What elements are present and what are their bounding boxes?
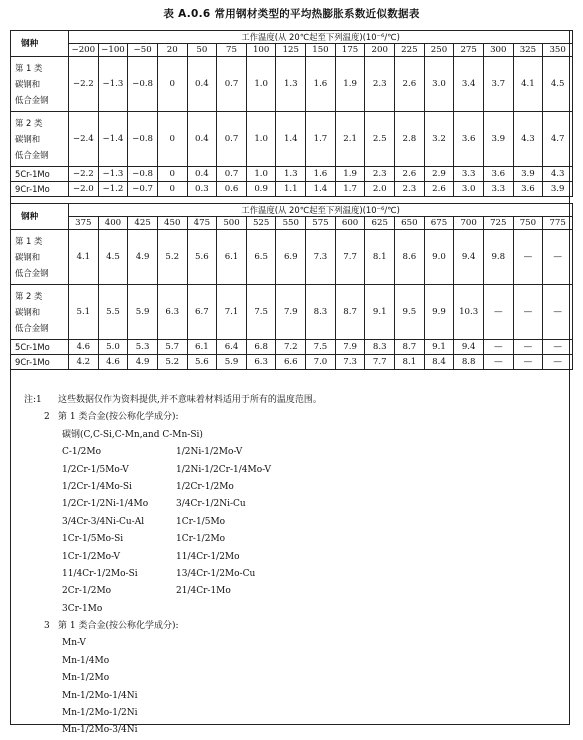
temperature-header: 工作温度(从 20℃起至下列温度)(10⁻⁶/℃) <box>69 204 573 217</box>
grade-label-line: 第 1 类 <box>15 63 43 73</box>
value-cell: 4.6 <box>98 355 128 370</box>
value-cell: 0.6 <box>217 182 247 197</box>
value-cell: 2.6 <box>424 182 454 197</box>
alloy-item: Mn-V <box>62 638 86 649</box>
alloy-item: 1/2Cr-1/5Mo-V <box>62 464 129 475</box>
value-cell: 1.0 <box>246 57 276 112</box>
temperature-cell: 300 <box>483 44 513 57</box>
value-cell: 1.9 <box>335 167 365 182</box>
value-cell: 0.3 <box>187 182 217 197</box>
value-cell: 3.6 <box>454 112 484 167</box>
grade-cell <box>11 112 69 167</box>
alloy-row <box>38 722 558 739</box>
table-row <box>11 230 573 285</box>
value-cell: 2.3 <box>365 167 395 182</box>
value-cell: 2.9 <box>424 167 454 182</box>
temperature-cell: 625 <box>365 217 395 230</box>
value-cell: 1.1 <box>276 182 306 197</box>
value-cell: 5.2 <box>157 230 187 285</box>
value-cell: 2.6 <box>395 57 425 112</box>
value-cell: — <box>483 285 513 340</box>
value-cell: −0.7 <box>128 182 158 197</box>
value-cell: 3.4 <box>454 57 484 112</box>
alloy-pair-row <box>38 566 558 583</box>
value-cell: 7.7 <box>335 230 365 285</box>
alloy-row <box>38 635 558 652</box>
temperature-cell: 650 <box>395 217 425 230</box>
temperature-cell: 20 <box>157 44 187 57</box>
alloy-item: 1Cr-1/5Mo <box>176 516 226 527</box>
grade-label-line: 5Cr-1Mo <box>15 169 50 179</box>
value-cell: 3.2 <box>424 112 454 167</box>
value-cell: 0.7 <box>217 112 247 167</box>
alloy-item: 1Cr-1/2Mo-V <box>62 551 120 562</box>
temperature-cell: 375 <box>69 217 99 230</box>
temperature-cell: 150 <box>306 44 336 57</box>
table-row <box>11 285 573 340</box>
grade-label-line: 低合金钢 <box>15 150 49 160</box>
value-cell: 7.9 <box>335 340 365 355</box>
note-2-alloy-list <box>38 444 558 618</box>
alloy-item: 11/4Cr-1/2Mo <box>176 551 240 562</box>
value-cell: 1.7 <box>335 182 365 197</box>
temperature-cell: −50 <box>128 44 158 57</box>
notes-section <box>24 392 558 740</box>
value-cell: — <box>483 340 513 355</box>
value-cell: −2.4 <box>69 112 99 167</box>
grade-cell <box>11 340 69 355</box>
value-cell: 2.1 <box>335 112 365 167</box>
temperature-cell: 550 <box>276 217 306 230</box>
value-cell: 4.5 <box>98 230 128 285</box>
value-cell: 4.2 <box>69 355 99 370</box>
alloy-item: 3/4Cr-3/4Ni-Cu-Al <box>62 516 145 527</box>
alloy-item: 21/4Cr-1Mo <box>176 586 231 597</box>
value-cell: 6.3 <box>157 285 187 340</box>
alloy-item: Mn-1/4Mo <box>62 655 110 666</box>
temperature-cell: 500 <box>217 217 247 230</box>
temperature-cell: 350 <box>543 44 573 57</box>
value-cell: 1.4 <box>276 112 306 167</box>
grade-label-line: 9Cr-1Mo <box>15 184 50 194</box>
temperature-cell: 775 <box>543 217 573 230</box>
grade-label-line: 低合金钢 <box>15 323 49 333</box>
value-cell: 9.1 <box>365 285 395 340</box>
alloy-row <box>38 653 558 670</box>
alloy-item: Mn-1/2Mo-3/4Ni <box>62 725 138 736</box>
grade-cell <box>11 57 69 112</box>
value-cell: 1.4 <box>306 182 336 197</box>
note-3-text: 第 1 类合金(按公称化学成分): <box>58 621 179 632</box>
table-row <box>11 57 573 112</box>
value-cell: 0.7 <box>217 57 247 112</box>
grade-label-line: 低合金钢 <box>15 95 49 105</box>
value-cell: 2.8 <box>395 112 425 167</box>
note-3-label: 3 <box>44 621 50 632</box>
note-2-label: 2 <box>44 412 50 423</box>
value-cell: −0.8 <box>128 167 158 182</box>
temperature-cell: 200 <box>365 44 395 57</box>
value-cell: 6.6 <box>276 355 306 370</box>
value-cell: 5.3 <box>128 340 158 355</box>
value-cell: 4.5 <box>543 57 573 112</box>
alloy-item: Mn-1/2Mo-1/2Ni <box>62 708 138 719</box>
value-cell: 8.6 <box>395 230 425 285</box>
table-row <box>11 182 573 197</box>
table-row <box>11 355 573 370</box>
grade-header: 钢种 <box>11 204 69 230</box>
value-cell: 0 <box>157 112 187 167</box>
grade-label-line: 5Cr-1Mo <box>15 342 50 352</box>
value-cell: 0.4 <box>187 112 217 167</box>
thermal-expansion-table-low-temps <box>10 30 573 197</box>
temperature-cell: 725 <box>483 217 513 230</box>
value-cell: 2.3 <box>395 182 425 197</box>
header-row <box>11 204 573 217</box>
alloy-item: 13/4Cr-1/2Mo-Cu <box>176 568 256 579</box>
value-cell: 3.9 <box>543 182 573 197</box>
value-cell: 6.5 <box>246 230 276 285</box>
alloy-item: 1/2Ni-1/2Cr-1/4Mo-V <box>176 464 271 475</box>
alloy-pair-row <box>38 514 558 531</box>
value-cell: 5.7 <box>157 340 187 355</box>
value-cell: 7.5 <box>246 285 276 340</box>
note-1-label: 注:1 <box>24 395 42 405</box>
value-cell: 3.3 <box>483 182 513 197</box>
alloy-item: 1/2Ni-1/2Mo-V <box>176 447 243 458</box>
note-1-text: 这些数据仅作为资料提供,并不意味着材料适用于所有的温度范围。 <box>58 395 322 405</box>
value-cell: — <box>543 355 573 370</box>
value-cell: −2.2 <box>69 167 99 182</box>
temperature-cell: 225 <box>395 44 425 57</box>
grade-header: 钢种 <box>11 31 69 57</box>
temperature-cell: 450 <box>157 217 187 230</box>
value-cell: 1.9 <box>335 57 365 112</box>
value-cell: 2.3 <box>365 57 395 112</box>
value-cell: 5.5 <box>98 285 128 340</box>
alloy-item: 11/4Cr-1/2Mo-Si <box>62 568 138 579</box>
value-cell: 3.9 <box>513 167 543 182</box>
header-row <box>11 31 573 44</box>
note-3-alloy-list <box>38 635 558 739</box>
value-cell: −2.2 <box>69 57 99 112</box>
note-1 <box>24 392 558 409</box>
grade-label-line: 低合金钢 <box>15 268 49 278</box>
temperature-cell: 525 <box>246 217 276 230</box>
alloy-item: 3/4Cr-1/2Ni-Cu <box>176 499 246 510</box>
value-cell: 4.3 <box>543 167 573 182</box>
value-cell: 9.1 <box>424 340 454 355</box>
value-cell: 1.6 <box>306 57 336 112</box>
temperature-cell: 575 <box>306 217 336 230</box>
grade-cell <box>11 230 69 285</box>
value-cell: — <box>513 340 543 355</box>
alloy-row <box>38 670 558 687</box>
grade-label-line: 碳钢和 <box>15 134 41 144</box>
temperature-cell: 250 <box>424 44 454 57</box>
value-cell: 6.8 <box>246 340 276 355</box>
value-cell: 4.3 <box>513 112 543 167</box>
value-cell: 3.3 <box>454 167 484 182</box>
temperature-cell: 400 <box>98 217 128 230</box>
value-cell: 9.9 <box>424 285 454 340</box>
value-cell: 6.7 <box>187 285 217 340</box>
value-cell: 6.4 <box>217 340 247 355</box>
value-cell: 8.3 <box>306 285 336 340</box>
value-cell: 9.4 <box>454 340 484 355</box>
grade-label-line: 碳钢和 <box>15 79 41 89</box>
temperature-row <box>11 217 573 230</box>
value-cell: 5.0 <box>98 340 128 355</box>
value-cell: 0.4 <box>187 167 217 182</box>
temperature-cell: 750 <box>513 217 543 230</box>
value-cell: 4.9 <box>128 230 158 285</box>
value-cell: 3.6 <box>483 167 513 182</box>
grade-label-line: 第 2 类 <box>15 291 43 301</box>
thermal-expansion-table-high-temps <box>10 203 573 370</box>
value-cell: 4.1 <box>513 57 543 112</box>
temperature-cell: −100 <box>98 44 128 57</box>
value-cell: 3.9 <box>483 112 513 167</box>
value-cell: 10.3 <box>454 285 484 340</box>
temperature-header: 工作温度(从 20℃起至下列温度)(10⁻⁶/℃) <box>69 31 573 44</box>
value-cell: 7.9 <box>276 285 306 340</box>
alloy-row <box>38 688 558 705</box>
value-cell: — <box>543 230 573 285</box>
temperature-cell: 75 <box>217 44 247 57</box>
value-cell: 1.3 <box>276 167 306 182</box>
value-cell: 0 <box>157 57 187 112</box>
value-cell: 8.3 <box>365 340 395 355</box>
grade-cell <box>11 182 69 197</box>
grade-label-line: 碳钢和 <box>15 307 41 317</box>
value-cell: 4.1 <box>69 230 99 285</box>
value-cell: 5.6 <box>187 230 217 285</box>
alloy-item: 2Cr-1/2Mo <box>62 586 112 597</box>
alloy-pair-row <box>38 531 558 548</box>
value-cell: 7.3 <box>335 355 365 370</box>
value-cell: 9.4 <box>454 230 484 285</box>
alloy-item: 1Cr-1/5Mo-Si <box>62 534 124 545</box>
alloy-pair-row <box>38 496 558 513</box>
value-cell: 1.6 <box>306 167 336 182</box>
grade-cell <box>11 355 69 370</box>
temperature-cell: 325 <box>513 44 543 57</box>
value-cell: 1.0 <box>246 112 276 167</box>
value-cell: — <box>483 355 513 370</box>
value-cell: 7.5 <box>306 340 336 355</box>
alloy-item: 1Cr-1/2Mo <box>176 534 226 545</box>
value-cell: 6.1 <box>217 230 247 285</box>
value-cell: 0 <box>157 167 187 182</box>
value-cell: 9.5 <box>395 285 425 340</box>
table-row <box>11 340 573 355</box>
alloy-item: 1/2Cr-1/4Mo-Si <box>62 481 132 492</box>
alloy-pair-row <box>38 549 558 566</box>
value-cell: 3.0 <box>454 182 484 197</box>
temperature-cell: 100 <box>246 44 276 57</box>
value-cell: 0 <box>157 182 187 197</box>
value-cell: 9.0 <box>424 230 454 285</box>
temperature-cell: 675 <box>424 217 454 230</box>
value-cell: 7.3 <box>306 230 336 285</box>
value-cell: 8.1 <box>365 230 395 285</box>
alloy-item: 3Cr-1Mo <box>62 603 103 614</box>
value-cell: −0.8 <box>128 57 158 112</box>
value-cell: −0.8 <box>128 112 158 167</box>
temperature-cell: 600 <box>335 217 365 230</box>
alloy-pair-row <box>38 601 558 618</box>
value-cell: 8.4 <box>424 355 454 370</box>
note-3 <box>38 618 558 635</box>
temperature-cell: 50 <box>187 44 217 57</box>
value-cell: 5.6 <box>187 355 217 370</box>
table-row <box>11 112 573 167</box>
value-cell: 5.9 <box>217 355 247 370</box>
value-cell: 2.0 <box>365 182 395 197</box>
alloy-row <box>38 705 558 722</box>
value-cell: — <box>543 340 573 355</box>
temperature-row <box>11 44 573 57</box>
value-cell: 3.7 <box>483 57 513 112</box>
value-cell: 9.8 <box>483 230 513 285</box>
temperature-cell: 475 <box>187 217 217 230</box>
temperature-cell: 125 <box>276 44 306 57</box>
grade-label-line: 9Cr-1Mo <box>15 357 50 367</box>
temperature-cell: 175 <box>335 44 365 57</box>
value-cell: −1.4 <box>98 112 128 167</box>
alloy-pair-row <box>38 583 558 600</box>
alloy-item: 1/2Cr-1/2Mo <box>176 481 234 492</box>
alloy-item: Mn-1/2Mo-1/4Ni <box>62 690 138 701</box>
value-cell: 5.1 <box>69 285 99 340</box>
value-cell: 8.8 <box>454 355 484 370</box>
temperature-cell: −200 <box>69 44 99 57</box>
value-cell: −1.3 <box>98 57 128 112</box>
grade-cell <box>11 285 69 340</box>
value-cell: 7.1 <box>217 285 247 340</box>
value-cell: 6.1 <box>187 340 217 355</box>
value-cell: 4.7 <box>543 112 573 167</box>
temperature-cell: 275 <box>454 44 484 57</box>
value-cell: 7.7 <box>365 355 395 370</box>
value-cell: 6.3 <box>246 355 276 370</box>
value-cell: 2.5 <box>365 112 395 167</box>
value-cell: 2.6 <box>395 167 425 182</box>
temperature-cell: 700 <box>454 217 484 230</box>
value-cell: 5.9 <box>128 285 158 340</box>
value-cell: 0.4 <box>187 57 217 112</box>
value-cell: 8.1 <box>395 355 425 370</box>
value-cell: — <box>543 285 573 340</box>
note-2 <box>38 409 558 426</box>
value-cell: 0.9 <box>246 182 276 197</box>
value-cell: 6.9 <box>276 230 306 285</box>
grade-label-line: 第 1 类 <box>15 236 43 246</box>
table-row <box>11 167 573 182</box>
value-cell: 0.7 <box>217 167 247 182</box>
alloy-item: C-1/2Mo <box>62 447 102 458</box>
value-cell: 8.7 <box>395 340 425 355</box>
value-cell: — <box>513 230 543 285</box>
alloy-pair-row <box>38 462 558 479</box>
note-2-text: 第 1 类合金(按公称化学成分): <box>58 412 179 423</box>
value-cell: 7.0 <box>306 355 336 370</box>
alloy-pair-row <box>38 479 558 496</box>
value-cell: −1.2 <box>98 182 128 197</box>
value-cell: 1.7 <box>306 112 336 167</box>
table-title: 表 A.0.6 常用钢材类型的平均热膨胀系数近似数据表 <box>163 8 420 20</box>
value-cell: 3.0 <box>424 57 454 112</box>
value-cell: −1.3 <box>98 167 128 182</box>
note-2-subtitle: 碳钢(C,C-Si,C-Mn,and C-Mn-Si) <box>62 429 203 440</box>
alloy-item: Mn-1/2Mo <box>62 673 110 684</box>
value-cell: 1.3 <box>276 57 306 112</box>
value-cell: — <box>513 355 543 370</box>
value-cell: −2.0 <box>69 182 99 197</box>
temperature-cell: 425 <box>128 217 158 230</box>
value-cell: — <box>513 285 543 340</box>
value-cell: 5.2 <box>157 355 187 370</box>
value-cell: 3.6 <box>513 182 543 197</box>
value-cell: 1.0 <box>246 167 276 182</box>
alloy-pair-row <box>38 444 558 461</box>
alloy-item: 1/2Cr-1/2Ni-1/4Mo <box>62 499 149 510</box>
value-cell: 8.7 <box>335 285 365 340</box>
grade-label-line: 第 2 类 <box>15 118 43 128</box>
value-cell: 4.9 <box>128 355 158 370</box>
grade-label-line: 碳钢和 <box>15 252 41 262</box>
grade-cell <box>11 167 69 182</box>
value-cell: 7.2 <box>276 340 306 355</box>
value-cell: 4.6 <box>69 340 99 355</box>
